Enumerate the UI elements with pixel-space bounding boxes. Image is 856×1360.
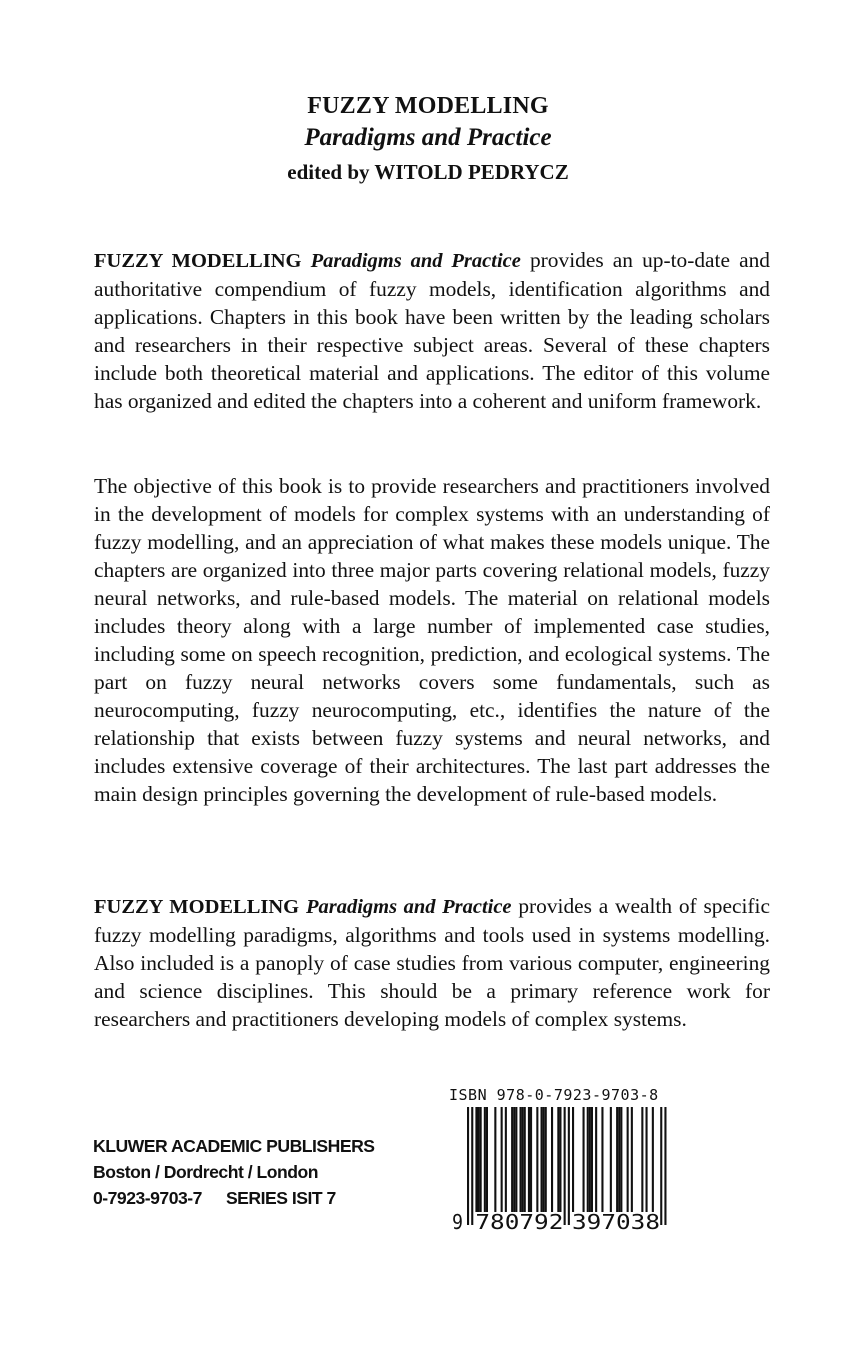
barcode-bar — [618, 1107, 620, 1212]
barcode-bar — [515, 1107, 517, 1212]
barcode-bar — [557, 1107, 559, 1212]
ean13-barcode — [449, 1107, 689, 1252]
description-paragraph-1 — [94, 246, 770, 415]
editor-credit: edited by WITOLD PEDRYCZ — [287, 160, 569, 184]
paragraph-2-body: The objective of this book is to provide researchers and practitioners involved in the development of models for complex systems with an understanding of fuzzy modelling, and an appreciation of what makes these models unique. The chapters are organized into three major parts covering relational models, fuzzy neural networks, and rule-based models. The material on relational models includes theory along with a large number of implemented case studies, including some on speech recognition, prediction, and ecological systems. The part on fuzzy neural networks covers some fundamentals, such as neurocomputing, fuzzy neurocomputing, etc., identifies the nature of the relationship that exists between fuzzy systems and neural networks, and includes extensive coverage of their architectures. The last part addresses the main design principles governing the development of rule-based models. — [94, 474, 770, 806]
publisher-block — [93, 1133, 423, 1211]
barcode-guard-bar — [564, 1107, 566, 1225]
publisher-locations: Boston / Dordrecht / London — [93, 1162, 318, 1182]
barcode-right-digits: 397038 — [572, 1210, 660, 1234]
paragraph-1-subtitle: Paradigms and Practice — [310, 250, 521, 272]
paragraph-3-subtitle: Paradigms and Practice — [305, 896, 512, 918]
barcode-guard-bar — [664, 1107, 666, 1225]
barcode-bar — [591, 1107, 593, 1212]
barcode-bar — [478, 1107, 480, 1212]
barcode-bar — [583, 1107, 585, 1212]
paragraph-1-body: provides an up-to-date and authoritative compendium of fuzzy models, identification algorithms and applications. Chapters in this book have been written by the leading scholars and researchers in their respective subject areas. Several of these chapters include both theoretical material and applications. The editor of this volume has organized and edited the chapters into a coherent and uniform framework. — [94, 248, 770, 413]
barcode-bar — [513, 1107, 515, 1212]
barcode-bar — [524, 1107, 526, 1212]
barcode-left-digits: 780792 — [475, 1210, 564, 1234]
barcode-bar — [522, 1107, 524, 1212]
barcode-bar — [486, 1107, 488, 1212]
description-paragraph-3 — [94, 892, 770, 1033]
barcode-bar — [551, 1107, 553, 1212]
barcode-bar — [541, 1107, 543, 1212]
barcode-guard-bar — [471, 1107, 473, 1225]
barcode-bar — [610, 1107, 612, 1212]
barcode-bar — [589, 1107, 591, 1212]
description-paragraph-2 — [94, 472, 770, 808]
barcode-first-digit: 9 — [452, 1210, 463, 1234]
publisher-code-row — [93, 1185, 423, 1211]
barcode-bar — [505, 1107, 507, 1212]
barcode-block — [449, 1086, 689, 1266]
isbn-label: ISBN 978-0-7923-9703-8 — [449, 1086, 659, 1104]
paragraph-1-title: FUZZY MODELLING — [94, 250, 302, 272]
barcode-guard-bar — [660, 1107, 662, 1225]
barcode-bar — [543, 1107, 545, 1212]
cover-header — [0, 90, 856, 188]
paragraph-3-title: FUZZY MODELLING — [94, 896, 300, 918]
barcode-bar — [520, 1107, 522, 1212]
barcode-bar — [646, 1107, 648, 1212]
barcode-bar — [475, 1107, 477, 1212]
barcode-bar — [631, 1107, 633, 1212]
barcode-bar — [595, 1107, 597, 1212]
paragraph-3-body: provides a wealth of specific fuzzy modelling paradigms, algorithms and tools used in systems modelling. Also included is a panoply of case studies from various computer, engineering and science disciplines. This should be a primary reference work for researchers and practitioners developing models of complex systems. — [94, 894, 770, 1031]
barcode-bar — [572, 1107, 574, 1212]
barcode-bar — [484, 1107, 486, 1212]
publisher-name: KLUWER ACADEMIC PUBLISHERS — [93, 1136, 375, 1156]
barcode-bar — [480, 1107, 482, 1212]
barcode-bar — [511, 1107, 513, 1212]
barcode-bar — [620, 1107, 622, 1212]
barcode-bar — [528, 1107, 530, 1212]
barcode-guard-bar — [467, 1107, 469, 1225]
barcode-bar — [494, 1107, 496, 1212]
barcode-bar — [587, 1107, 589, 1212]
barcode-guard-bar — [568, 1107, 570, 1225]
book-title: FUZZY MODELLING — [307, 93, 549, 119]
barcode-bar — [601, 1107, 603, 1212]
barcode-bar — [641, 1107, 643, 1212]
barcode-bar — [530, 1107, 532, 1212]
barcode-bar — [501, 1107, 503, 1212]
barcode-bar — [536, 1107, 538, 1212]
barcode-bar — [652, 1107, 654, 1212]
book-subtitle: Paradigms and Practice — [304, 124, 552, 151]
barcode-bar — [559, 1107, 561, 1212]
publisher-code: 0-7923-9703-7 — [93, 1188, 202, 1208]
barcode-bar — [627, 1107, 629, 1212]
series-label: SERIES ISIT 7 — [225, 1188, 336, 1208]
barcode-bar — [616, 1107, 618, 1212]
barcode-bar — [545, 1107, 547, 1212]
